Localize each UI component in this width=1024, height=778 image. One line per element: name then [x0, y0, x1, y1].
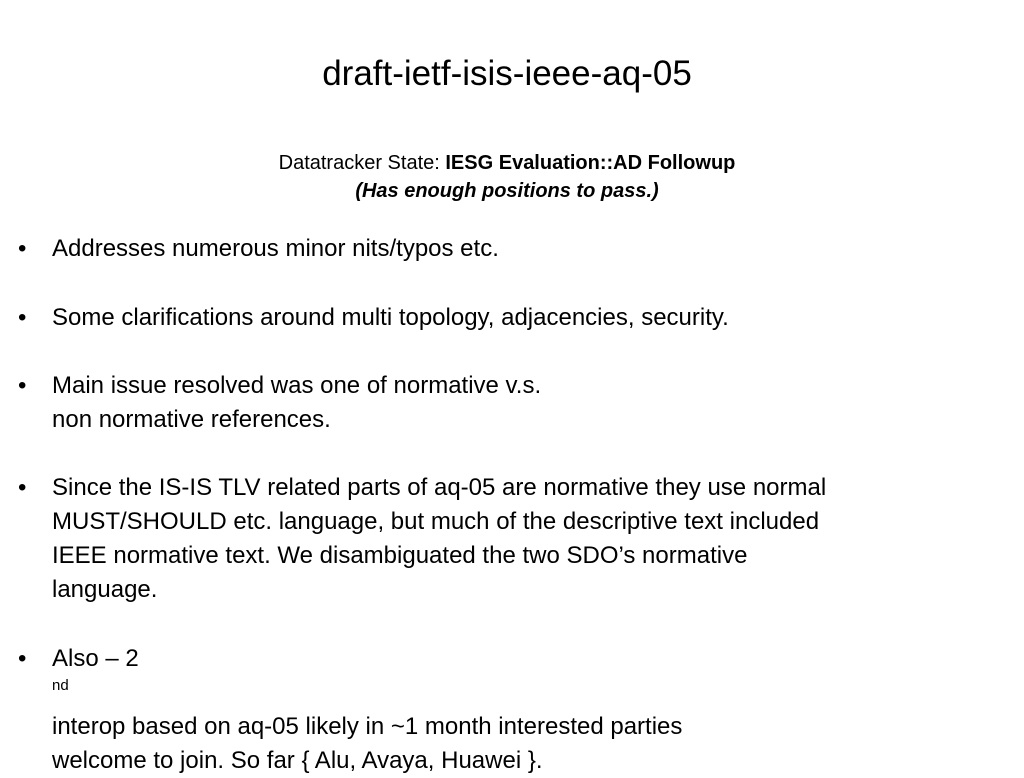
state-value: IESG Evaluation::AD Followup — [445, 152, 736, 174]
bullet-icon: • — [18, 304, 27, 331]
bullet-icon: • — [18, 645, 27, 672]
bullet-text — [52, 642, 992, 778]
bullet-icon: • — [18, 235, 27, 262]
slide-title: draft-ietf-isis-ieee-aq-05 — [322, 54, 692, 93]
bullet-text — [52, 471, 992, 607]
bullet-text — [52, 232, 992, 266]
bullet-line-suffix: interop based on aq-05 likely in ~1 month interested parties — [52, 713, 683, 740]
state-note: (Has enough positions to pass.) — [355, 180, 659, 202]
bullet-line: Addresses numerous minor nits/typos etc. — [52, 235, 499, 262]
bullet-icon: • — [18, 372, 27, 399]
bullet-line: IEEE normative text. We disambiguated the two SDO’s normative — [52, 542, 748, 569]
datatracker-state — [0, 149, 1014, 205]
bullet-line: Main issue resolved was one of normative v.s. — [52, 372, 542, 399]
bullet-line: Some clarifications around multi topology, adjacencies, security. — [52, 304, 729, 331]
bullet-icon: • — [18, 474, 27, 501]
bullet-line: Since the IS-IS TLV related parts of aq-05 are normative they use normal — [52, 474, 827, 501]
bullet-line: language. — [52, 576, 158, 603]
ordinal-suffix: nd — [52, 677, 69, 694]
bullet-line: welcome to join. So far { Alu, Avaya, Huawei }. — [52, 747, 543, 774]
bullet-text — [52, 369, 992, 437]
state-label: Datatracker State: — [278, 152, 446, 174]
bullet-line: non normative references. — [52, 406, 331, 433]
bullet-text — [52, 301, 992, 335]
bullet-line — [52, 642, 992, 744]
bullet-line-prefix: Also – 2 — [52, 645, 139, 672]
bullet-line: MUST/SHOULD etc. language, but much of the descriptive text included — [52, 508, 820, 535]
